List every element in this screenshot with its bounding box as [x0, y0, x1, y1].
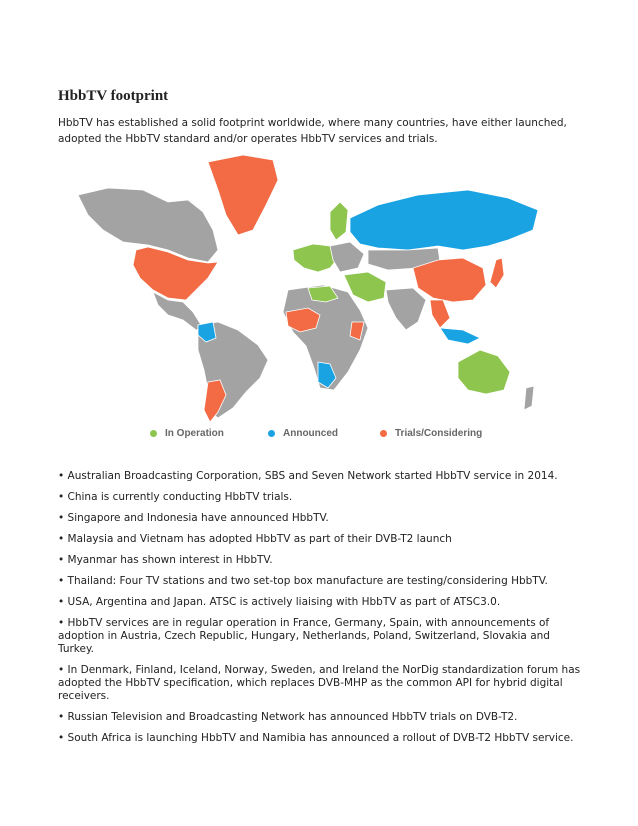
bullet-item: • South Africa is launching HbbTV and Namibia has announced a rollout of DVB-T2 HbbTV service.	[58, 732, 574, 744]
map-region-china	[413, 258, 486, 302]
bullet-item: • China is currently conducting HbbTV trials.	[58, 491, 293, 503]
legend-label-announced: Announced	[283, 428, 338, 439]
map-region-japan	[490, 258, 504, 288]
bullet-item: • Thailand: Four TV stations and two set-top box manufacture are testing/considering HbbTV.	[58, 575, 548, 587]
legend-item-announced	[268, 428, 338, 439]
bullet-item: • Myanmar has shown interest in HbbTV.	[58, 554, 273, 566]
bullet-item: • Australian Broadcasting Corporation, SBS and Seven Network started HbbTV service in 2014.	[58, 470, 558, 482]
bullet-item: • Malaysia and Vietnam has adopted HbbTV as part of their DVB-T2 launch	[58, 533, 452, 545]
map-region-se-asia-trials	[430, 300, 450, 328]
map-region-russia	[350, 190, 538, 250]
legend-label-trials: Trials/Considering	[395, 428, 483, 439]
map-region-nordics	[330, 202, 348, 240]
bullet-list	[58, 470, 588, 753]
legend-item-trials	[380, 428, 482, 439]
bullet-item: • Singapore and Indonesia have announced HbbTV.	[58, 512, 329, 524]
map-legend	[150, 428, 550, 444]
legend-label-operation: In Operation	[165, 428, 224, 439]
intro-paragraph: HbbTV has established a solid footprint worldwide, where many countries, have either launched, adopted the HbbTV standard and/or operates HbbTV services and trials.	[58, 117, 567, 145]
map-region-australia	[458, 350, 510, 394]
legend-item-operation	[150, 428, 224, 439]
legend-dot-trials	[380, 430, 387, 437]
map-region-south-asia	[386, 288, 426, 330]
bullet-item: • In Denmark, Finland, Iceland, Norway, Sweden, and Ireland the NorDig standardization forum has adopted the HbbTV specification, which replaces DVB-MHP as the common API for hybrid digital receivers.	[58, 664, 581, 702]
map-region-se-asia-announced	[440, 328, 480, 344]
legend-dot-announced	[268, 430, 275, 437]
map-region-greenland	[208, 155, 278, 235]
bullet-item: • Russian Television and Broadcasting Network has announced HbbTV trials on DVB-T2.	[58, 711, 518, 723]
world-map-svg	[68, 150, 548, 450]
map-region-eastern-europe	[330, 242, 364, 272]
legend-dot-operation	[150, 430, 157, 437]
map-region-argentina	[204, 380, 226, 422]
world-map	[68, 150, 548, 450]
map-region-new-zealand	[524, 386, 534, 410]
bullet-item: • HbbTV services are in regular operation in France, Germany, Spain, with announcements of adoption in Austria, Czech Republic, Hungary, Netherlands, Poland, Switzerland, Slovakia and Turkey.	[58, 617, 550, 655]
page-title: HbbTV footprint	[58, 88, 169, 104]
bullet-item: • USA, Argentina and Japan. ATSC is actively liaising with HbbTV as part of ATSC3.0.	[58, 596, 501, 608]
